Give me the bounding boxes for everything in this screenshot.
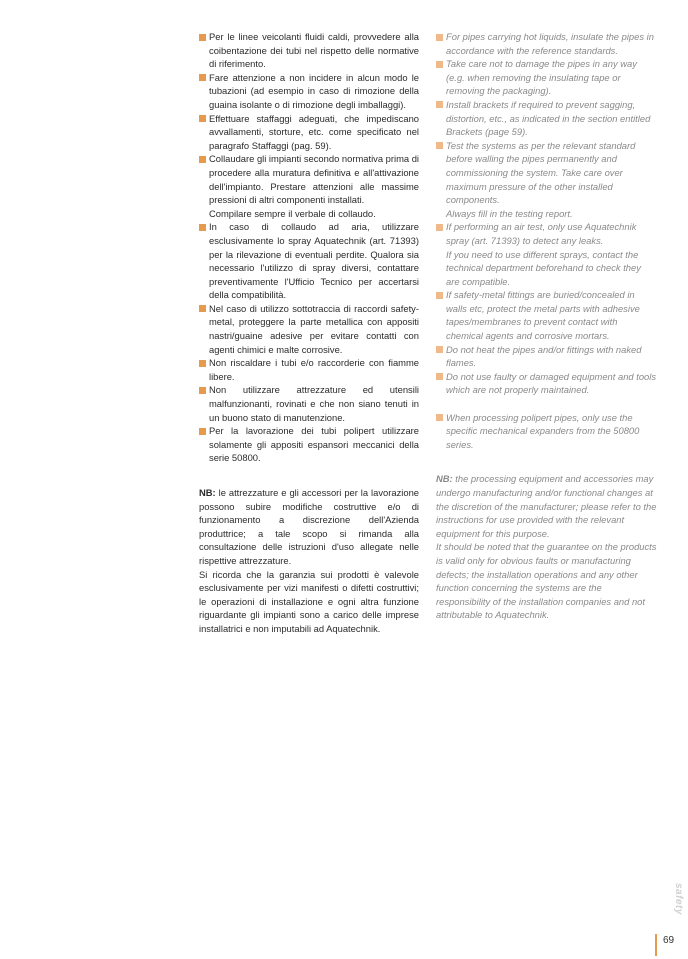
english-item-3: Install brackets if required to prevent sagging, distortion, etc., as indicated in the section entitled Brackets (page 59). bbox=[436, 98, 657, 139]
english-item-5: If performing an air test, only use Aquatechnik spray (art. 71393) to detect any leaks. bbox=[436, 220, 657, 247]
italian-warranty: Si ricorda che la garanzia sui prodotti è valevole esclusivamente per vizi manifesti o difetti costruttivi; le operazioni di installazione e ogni altra funzione riguardante gli impianti sono a carico delle imprese installatrici e non imputabili ad Aquatechnik. bbox=[199, 568, 419, 634]
italian-item-4: Collaudare gli impianti secondo normativa prima di procedere alla muratura definitiva e all'attivazione dell'impianto. Prestare attenzioni alle massime pressioni di altri componenti installati. bbox=[199, 152, 419, 206]
italian-item-8: Non utilizzare attrezzature ed utensili malfunzionanti, rovinati e che non siano tenuti in un buono stato di manutenzione. bbox=[199, 383, 419, 424]
english-item-5-note: If you need to use different sprays, contact the technical department beforehand to check they are compatible. bbox=[446, 248, 641, 287]
english-item-4: Test the systems as per the relevant standard before walling the pipes permanently and commissioning the system. Take care over maximum pressure of the other installed components. bbox=[436, 139, 657, 207]
nb-text: the processing equipment and accessories may undergo manufacturing and/or functional changes at the discretion of the manufacturer; please refer to the instructions for use provided with the relevant equipment for this purpose. bbox=[436, 473, 657, 539]
italian-nb-note bbox=[199, 486, 419, 568]
square-bullet-icon bbox=[436, 292, 443, 299]
english-warranty: It should be noted that the guarantee on the products is valid only for obvious faults or manufacturing defects; the installation operations and any other function concerning the systems are the responsibility of the installation companies and not attributable to Aquatechnik. bbox=[436, 541, 657, 621]
square-bullet-icon bbox=[436, 346, 443, 353]
english-item-7: Do not heat the pipes and/or fittings with naked flames. bbox=[436, 343, 657, 370]
square-bullet-icon bbox=[199, 34, 206, 41]
italian-item-7: Non riscaldare i tubi e/o raccorderie con fiamme libere. bbox=[199, 356, 419, 383]
english-item-2: Take care not to damage the pipes in any way (e.g. when removing the insulating tape or removing the packaging). bbox=[436, 57, 657, 98]
square-bullet-icon bbox=[199, 360, 206, 367]
square-bullet-icon bbox=[199, 115, 206, 122]
square-bullet-icon bbox=[436, 101, 443, 108]
italian-item-9: Per la lavorazione dei tubi polipert utilizzare solamente gli appositi espansori meccanici della serie 50800. bbox=[199, 424, 419, 465]
english-item-1: For pipes carrying hot liquids, insulate the pipes in accordance with the reference standards. bbox=[436, 30, 657, 57]
english-item-9: When processing polipert pipes, only use the specific mechanical expanders from the 50800 series. bbox=[436, 411, 657, 452]
english-column bbox=[436, 30, 657, 622]
section-side-label: safety bbox=[673, 883, 684, 915]
square-bullet-icon bbox=[199, 387, 206, 394]
english-nb-note bbox=[436, 472, 657, 540]
italian-item-5: In caso di collaudo ad aria, utilizzare esclusivamente lo spray Aquatechnik (art. 71393) per la rilevazione di eventuali perdite. Qualora sia necessario l'utilizzo di spray diversi, contattare preventivamente l'Ufficio Tecnico per accertarsi della compatibilità. bbox=[199, 220, 419, 302]
english-item-8: Do not use faulty or damaged equipment and tools which are not properly maintained. bbox=[436, 370, 657, 397]
page-number: 69 bbox=[663, 935, 675, 946]
square-bullet-icon bbox=[436, 34, 443, 41]
page-number-rule bbox=[655, 934, 657, 956]
square-bullet-icon bbox=[436, 373, 443, 380]
english-item-4-note: Always fill in the testing report. bbox=[446, 207, 573, 219]
square-bullet-icon bbox=[199, 74, 206, 81]
italian-item-4-note: Compilare sempre il verbale di collaudo. bbox=[209, 207, 376, 219]
square-bullet-icon bbox=[199, 428, 206, 435]
square-bullet-icon bbox=[199, 156, 206, 163]
square-bullet-icon bbox=[199, 305, 206, 312]
square-bullet-icon bbox=[199, 224, 206, 231]
english-item-6: If safety-metal fittings are buried/concealed in walls etc, protect the metal parts with adhesive tapes/membranes to prevent contact with chemical agents and corrosive mortars. bbox=[436, 288, 657, 342]
square-bullet-icon bbox=[436, 142, 443, 149]
nb-text: le attrezzature e gli accessori per la lavorazione possono subire modifiche costruttive e/o di funzionamento a discrezione dell'Azienda produttrice; a tale scopo si rimanda alla consultazione delle istruzioni d'uso allegate nelle rispettive attrezzature. bbox=[199, 487, 419, 566]
nb-label: NB: bbox=[199, 487, 216, 498]
square-bullet-icon bbox=[436, 224, 443, 231]
square-bullet-icon bbox=[436, 61, 443, 68]
italian-item-6: Nel caso di utilizzo sottotraccia di raccordi safety-metal, proteggere la parte metallica con appositi nastri/guaine adesive per evitare contatti con agenti chimici e malte corrosive. bbox=[199, 302, 419, 356]
italian-item-2: Fare attenzione a non incidere in alcun modo le tubazioni (ad esempio in caso di rimozione della guaina isolante o di rimozione degli imballaggi). bbox=[199, 71, 419, 112]
nb-label: NB: bbox=[436, 473, 453, 485]
italian-item-3: Effettuare staffaggi adeguati, che impediscano avvallamenti, storture, etc. come specificato nel paragrafo Staffaggi (pag. 59). bbox=[199, 112, 419, 153]
italian-item-1: Per le linee veicolanti fluidi caldi, provvedere alla coibentazione dei tubi nel rispetto delle normative di riferimento. bbox=[199, 30, 419, 71]
italian-column bbox=[199, 30, 419, 636]
square-bullet-icon bbox=[436, 414, 443, 421]
